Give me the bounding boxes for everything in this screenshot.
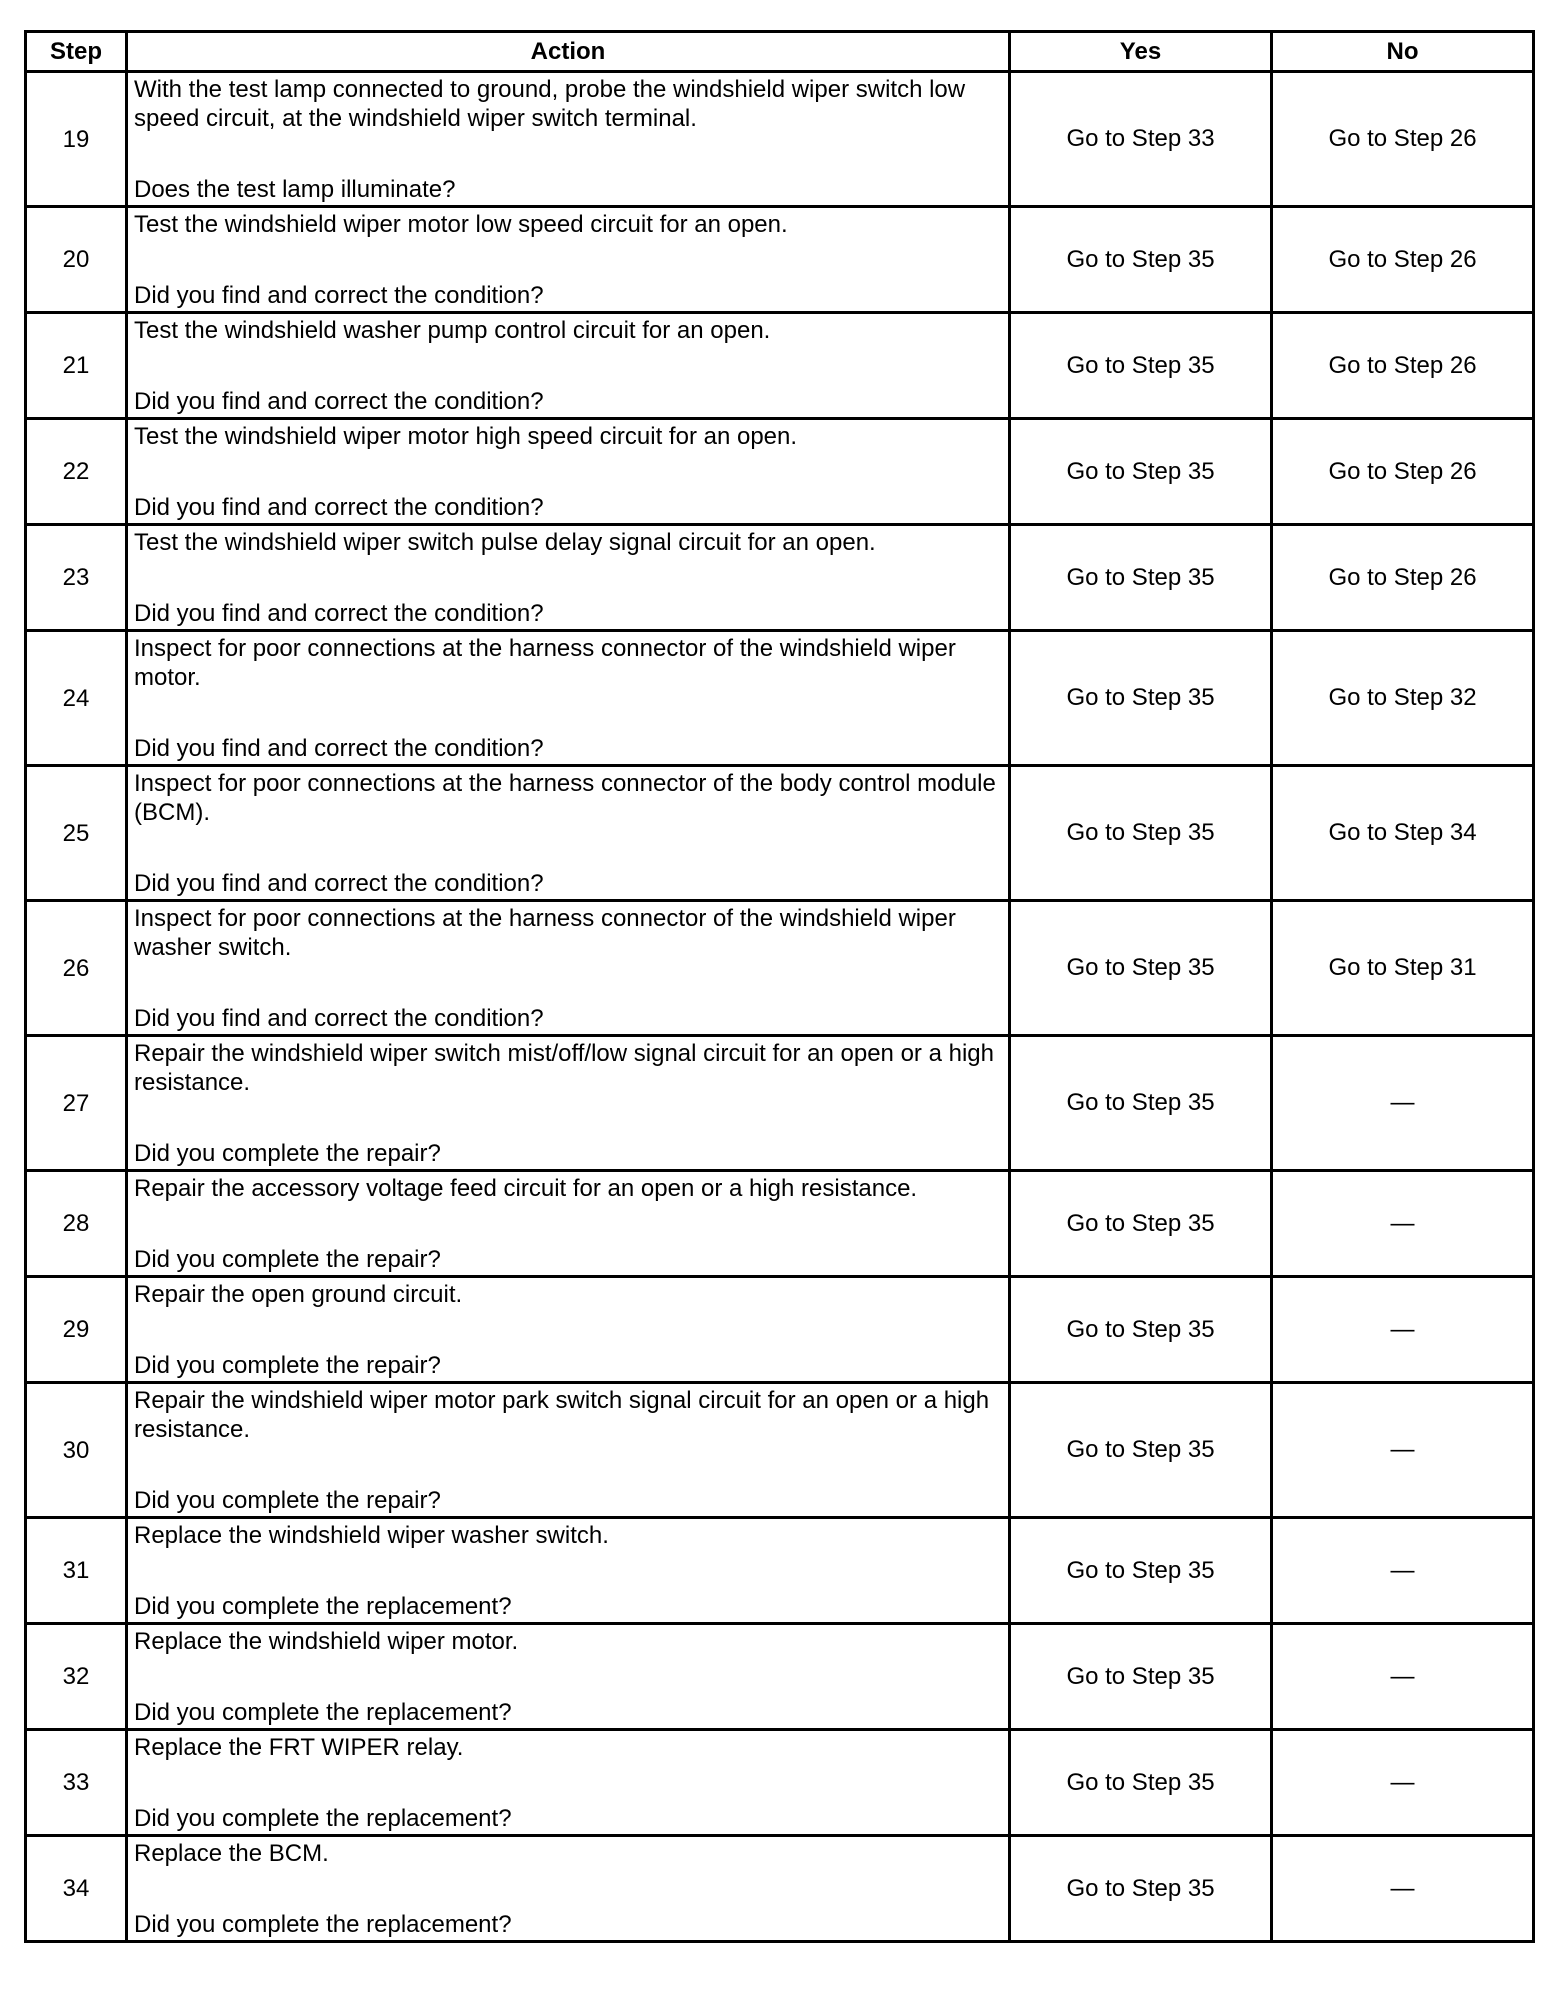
action-cell <box>127 1036 1010 1171</box>
action-cell <box>127 72 1010 207</box>
action-cell <box>127 766 1010 901</box>
table-row <box>26 419 1534 525</box>
header-yes: Yes <box>1010 32 1272 72</box>
no-value: Go to Step 26 <box>1328 457 1477 485</box>
yes-cell <box>1010 207 1272 313</box>
yes-value: Go to Step 35 <box>1066 1874 1215 1902</box>
no-cell <box>1272 1836 1534 1942</box>
action-instruction: With the test lamp connected to ground, probe the windshield wiper switch low speed circuit, at the windshield wiper switch terminal. <box>134 76 966 132</box>
table-row <box>26 1624 1534 1730</box>
yes-cell <box>1010 1624 1272 1730</box>
yes-cell <box>1010 1836 1272 1942</box>
table-row <box>26 1036 1534 1171</box>
yes-cell <box>1010 1277 1272 1383</box>
step-number: 28 <box>26 1171 127 1277</box>
action-instruction: Replace the windshield wiper motor. <box>134 1628 519 1655</box>
step-number: 22 <box>26 419 127 525</box>
table-row <box>26 1518 1534 1624</box>
table-row <box>26 631 1534 766</box>
yes-cell <box>1010 1383 1272 1518</box>
no-cell <box>1272 72 1534 207</box>
table-row <box>26 72 1534 207</box>
no-cell <box>1272 525 1534 631</box>
action-instruction: Inspect for poor connections at the harness connector of the windshield wiper motor. <box>134 635 956 691</box>
action-instruction: Repair the windshield wiper motor park switch signal circuit for an open or a high resistance. <box>134 1387 990 1443</box>
action-instruction: Replace the BCM. <box>134 1840 329 1867</box>
action-question: Does the test lamp illuminate? <box>134 176 456 203</box>
step-number: 29 <box>26 1277 127 1383</box>
step-number: 20 <box>26 207 127 313</box>
no-value: — <box>1390 1768 1415 1796</box>
yes-value: Go to Step 35 <box>1066 245 1215 273</box>
no-value: Go to Step 26 <box>1328 245 1477 273</box>
table-row <box>26 313 1534 419</box>
step-number: 19 <box>26 72 127 207</box>
action-cell <box>127 1730 1010 1836</box>
step-number: 34 <box>26 1836 127 1942</box>
diagnostic-step-table <box>24 30 1535 1943</box>
step-number: 33 <box>26 1730 127 1836</box>
no-cell <box>1272 419 1534 525</box>
action-cell <box>127 207 1010 313</box>
yes-value: Go to Step 35 <box>1066 1768 1215 1796</box>
no-value: — <box>1390 1556 1415 1584</box>
yes-cell <box>1010 1171 1272 1277</box>
action-instruction: Test the windshield wiper motor low speed circuit for an open. <box>134 211 788 238</box>
no-value: Go to Step 34 <box>1328 819 1477 846</box>
action-question: Did you complete the repair? <box>134 1487 441 1514</box>
no-cell <box>1272 313 1534 419</box>
action-cell <box>127 901 1010 1036</box>
no-cell <box>1272 207 1534 313</box>
no-value: — <box>1390 1315 1415 1343</box>
yes-cell <box>1010 313 1272 419</box>
action-instruction: Repair the open ground circuit. <box>134 1281 463 1308</box>
action-instruction: Replace the windshield wiper washer switch. <box>134 1522 609 1549</box>
action-cell <box>127 1624 1010 1730</box>
table-row <box>26 1171 1534 1277</box>
yes-value: Go to Step 35 <box>1066 457 1215 485</box>
yes-cell <box>1010 419 1272 525</box>
step-number: 27 <box>26 1036 127 1171</box>
no-cell <box>1272 766 1534 901</box>
step-number: 21 <box>26 313 127 419</box>
action-question: Did you complete the repair? <box>134 1352 441 1379</box>
yes-value: Go to Step 35 <box>1066 1436 1215 1463</box>
yes-cell <box>1010 72 1272 207</box>
action-instruction: Test the windshield wiper switch pulse delay signal circuit for an open. <box>134 529 876 556</box>
action-question: Did you complete the replacement? <box>134 1805 512 1832</box>
yes-value: Go to Step 35 <box>1066 1315 1215 1343</box>
yes-cell <box>1010 1730 1272 1836</box>
no-value: Go to Step 31 <box>1328 954 1477 981</box>
action-instruction: Repair the accessory voltage feed circuit for an open or a high resistance. <box>134 1175 918 1202</box>
step-number: 24 <box>26 631 127 766</box>
no-value: — <box>1390 1089 1415 1116</box>
action-instruction: Test the windshield wiper motor high speed circuit for an open. <box>134 423 798 450</box>
no-cell <box>1272 1277 1534 1383</box>
no-value: Go to Step 26 <box>1328 351 1477 379</box>
action-cell <box>127 1277 1010 1383</box>
action-instruction: Test the windshield washer pump control circuit for an open. <box>134 317 771 344</box>
no-value: Go to Step 32 <box>1328 684 1477 711</box>
action-question: Did you complete the replacement? <box>134 1911 512 1938</box>
action-instruction: Inspect for poor connections at the harness connector of the body control module (BCM). <box>134 770 996 826</box>
action-question: Did you complete the replacement? <box>134 1593 512 1620</box>
yes-cell <box>1010 631 1272 766</box>
no-cell <box>1272 1624 1534 1730</box>
header-step: Step <box>26 32 127 72</box>
action-question: Did you complete the repair? <box>134 1246 441 1273</box>
action-question: Did you find and correct the condition? <box>134 735 544 762</box>
yes-cell <box>1010 766 1272 901</box>
no-value: — <box>1390 1436 1415 1463</box>
action-cell <box>127 1518 1010 1624</box>
yes-value: Go to Step 35 <box>1066 684 1215 711</box>
action-cell <box>127 419 1010 525</box>
table-row <box>26 207 1534 313</box>
table-row <box>26 1277 1534 1383</box>
step-number: 25 <box>26 766 127 901</box>
yes-cell <box>1010 525 1272 631</box>
yes-value: Go to Step 35 <box>1066 563 1215 591</box>
no-value: — <box>1390 1662 1415 1690</box>
step-number: 26 <box>26 901 127 1036</box>
action-cell <box>127 631 1010 766</box>
header-action: Action <box>127 32 1010 72</box>
action-question: Did you find and correct the condition? <box>134 1005 544 1032</box>
action-question: Did you find and correct the condition? <box>134 388 544 415</box>
action-cell <box>127 1836 1010 1942</box>
action-cell <box>127 1171 1010 1277</box>
yes-value: Go to Step 35 <box>1066 1089 1215 1116</box>
step-number: 23 <box>26 525 127 631</box>
action-instruction: Inspect for poor connections at the harness connector of the windshield wiper washer switch. <box>134 905 956 961</box>
yes-cell <box>1010 1036 1272 1171</box>
action-question: Did you find and correct the condition? <box>134 494 544 521</box>
action-question: Did you find and correct the condition? <box>134 282 544 309</box>
action-question: Did you find and correct the condition? <box>134 870 544 897</box>
step-number: 31 <box>26 1518 127 1624</box>
action-instruction: Replace the FRT WIPER relay. <box>134 1734 464 1761</box>
no-value: — <box>1390 1209 1415 1237</box>
no-value: Go to Step 26 <box>1328 125 1477 152</box>
table-row <box>26 1730 1534 1836</box>
yes-value: Go to Step 33 <box>1066 125 1215 152</box>
table-header-row <box>26 32 1534 72</box>
no-cell <box>1272 1036 1534 1171</box>
table-row <box>26 525 1534 631</box>
yes-value: Go to Step 35 <box>1066 351 1215 379</box>
step-number: 32 <box>26 1624 127 1730</box>
yes-cell <box>1010 1518 1272 1624</box>
action-question: Did you complete the repair? <box>134 1140 441 1167</box>
no-cell <box>1272 1518 1534 1624</box>
no-value: Go to Step 26 <box>1328 563 1477 591</box>
action-cell <box>127 313 1010 419</box>
no-cell <box>1272 1383 1534 1518</box>
yes-value: Go to Step 35 <box>1066 819 1215 846</box>
table-row <box>26 766 1534 901</box>
yes-value: Go to Step 35 <box>1066 1556 1215 1584</box>
yes-value: Go to Step 35 <box>1066 954 1215 981</box>
yes-cell <box>1010 901 1272 1036</box>
yes-value: Go to Step 35 <box>1066 1662 1215 1690</box>
yes-value: Go to Step 35 <box>1066 1209 1215 1237</box>
table-row <box>26 1836 1534 1942</box>
no-cell <box>1272 631 1534 766</box>
table-row <box>26 901 1534 1036</box>
no-value: — <box>1390 1874 1415 1902</box>
no-cell <box>1272 1171 1534 1277</box>
action-cell <box>127 525 1010 631</box>
no-cell <box>1272 1730 1534 1836</box>
table-row <box>26 1383 1534 1518</box>
header-no: No <box>1272 32 1534 72</box>
action-cell <box>127 1383 1010 1518</box>
no-cell <box>1272 901 1534 1036</box>
step-number: 30 <box>26 1383 127 1518</box>
action-question: Did you find and correct the condition? <box>134 600 544 627</box>
action-instruction: Repair the windshield wiper switch mist/off/low signal circuit for an open or a high resistance. <box>134 1040 994 1096</box>
action-question: Did you complete the replacement? <box>134 1699 512 1726</box>
